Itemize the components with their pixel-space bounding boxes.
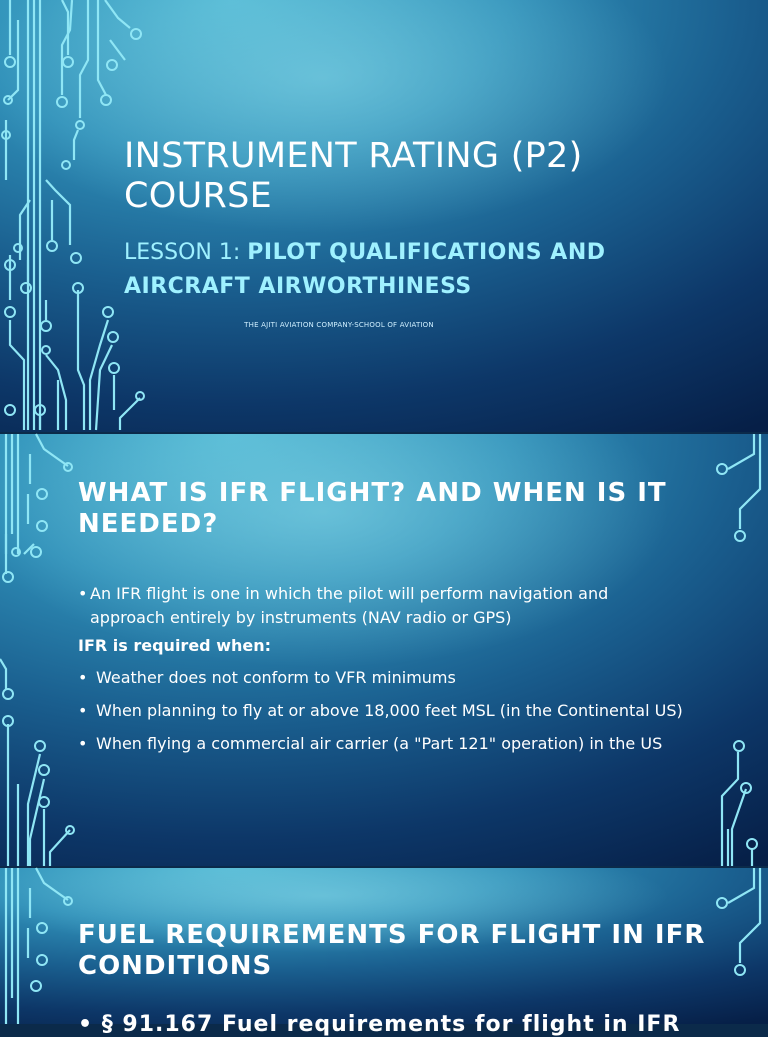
- organization-name: THE AJITI AVIATION COMPANY-SCHOOL OF AVIATION: [244, 321, 434, 329]
- course-title-line1: INSTRUMENT RATING (P2): [124, 136, 583, 176]
- circuit-decoration-left: [0, 0, 150, 432]
- list-item: [78, 732, 688, 755]
- slide-content: [78, 582, 688, 765]
- bullet-icon: •: [78, 1012, 102, 1037]
- course-title-line2: COURSE: [124, 176, 273, 216]
- required-heading: IFR is required when:: [78, 636, 271, 655]
- list-item: [78, 666, 688, 689]
- course-title: [124, 136, 724, 216]
- list-item: [78, 699, 688, 722]
- partial-bullet: [78, 1012, 718, 1037]
- list-item: [78, 582, 688, 630]
- fuel-requirements-slide: [0, 868, 768, 1037]
- condition-text: Weather does not conform to VFR minimums: [96, 668, 456, 687]
- slide-title: WHAT IS IFR FLIGHT? AND WHEN IS IT NEEDED?: [78, 478, 667, 539]
- bullet-icon: •: [78, 584, 88, 603]
- bullet-icon: •: [78, 701, 88, 720]
- lesson-prefix: LESSON 1:: [124, 240, 248, 265]
- bullet-icon: •: [78, 668, 88, 687]
- lesson-subtitle: [124, 236, 684, 304]
- bullet-icon: •: [78, 734, 88, 753]
- slide-title: FUEL REQUIREMENTS FOR FLIGHT IN IFR CONDITIONS: [78, 920, 706, 981]
- condition-text: When planning to fly at or above 18,000 feet MSL (in the Continental US): [96, 701, 683, 720]
- intro-text: An IFR flight is one in which the pilot will perform navigation and approach entirely by instruments (NAV radio or GPS): [90, 584, 609, 627]
- title-slide: [0, 0, 768, 432]
- circuit-decoration-left: [0, 434, 90, 866]
- condition-text: When flying a commercial air carrier (a "Part 121" operation) in the US: [96, 734, 663, 753]
- lesson-title: PILOT QUALIFICATIONS AND AIRCRAFT AIRWORTHINESS: [124, 240, 606, 299]
- conditions-list: [78, 666, 688, 755]
- circuit-decoration-left: [0, 868, 90, 1024]
- ifr-flight-slide: [0, 434, 768, 866]
- partial-bullet-text: § 91.167 Fuel requirements for flight in IFR: [101, 1012, 681, 1037]
